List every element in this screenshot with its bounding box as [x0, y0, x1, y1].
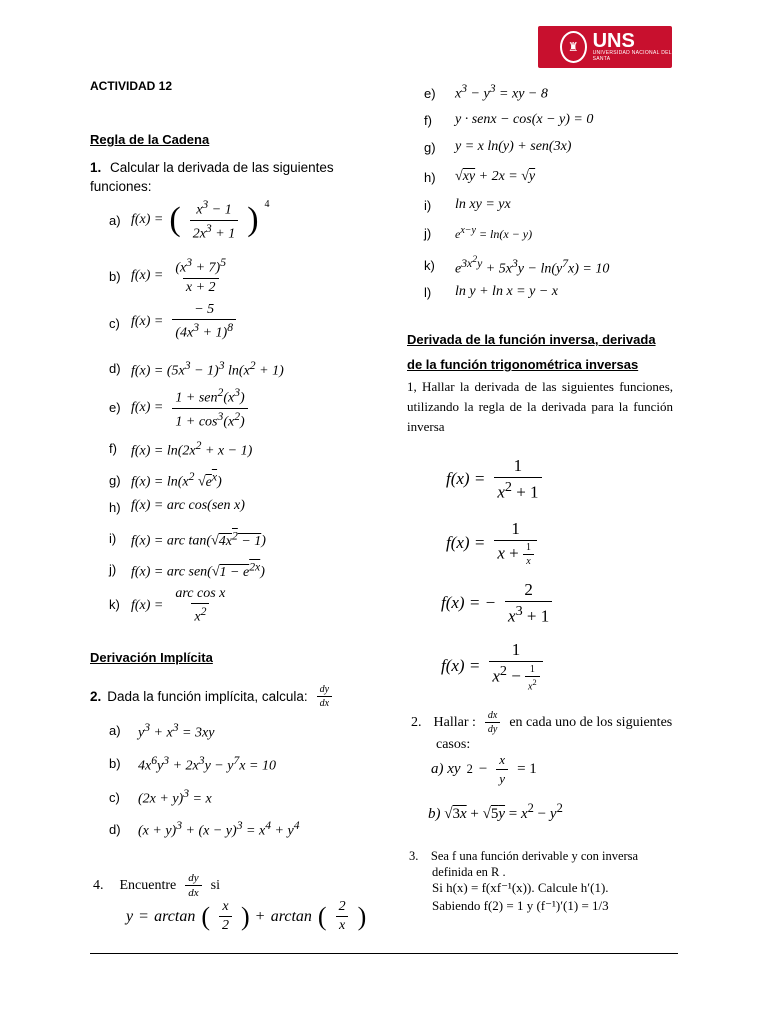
item-g2-label: g): [424, 140, 436, 155]
equation-k2: $e^{3x^2y} + 5x^3y - \ln(y^7x) = 10$: [455, 254, 610, 277]
item-2c-label: c): [109, 790, 120, 805]
question-2-number: 2.: [411, 714, 422, 730]
exercise-4-text: Encuentre: [119, 877, 177, 893]
exercise-1-number: 1.: [90, 160, 102, 175]
exercise-2-derivative: $\frac{dy}{dx}$: [317, 684, 332, 709]
item-k-label: k): [109, 597, 120, 612]
equation-h2: √xy + 2x = √y: [455, 169, 536, 184]
question-3-line4: Sabiendo f(2) = 1 y (f⁻¹)′(1) = 1/3: [432, 898, 609, 913]
exercise-2-statement: [90, 684, 335, 709]
question-3-line1: Sea f una función derivable y con inversa: [430, 849, 639, 863]
equation-1g: $f(x) = \ln(x^2$ $√e^x$): [131, 470, 222, 490]
exercise-1-statement: [90, 158, 362, 196]
equation-l2: ln y + ln x = y − x: [455, 284, 558, 299]
item-g-label: g): [109, 473, 121, 488]
exercise-2-text: Dada la función implícita, calcula:: [107, 689, 308, 704]
inverse-function-4: f(x) = 1 $x^2$ − $\frac{1}{x^2}$: [441, 640, 546, 692]
item-i-label: i): [109, 531, 117, 546]
equation-j2: $e^{x-y} = \ln(x - y)$: [455, 225, 533, 241]
item-2b-label: b): [109, 756, 121, 771]
logo-name: UNS: [592, 30, 635, 52]
section-heading-implicit: Derivación Implícita: [90, 650, 213, 665]
item-c-label: c): [109, 316, 120, 331]
equation-2c: $(2x + y)^3 = x$: [138, 787, 212, 807]
item-d-label: d): [109, 361, 121, 376]
question-2-derivative: $\frac{dx}{dy}$: [485, 710, 500, 735]
question-2a: a) xy 2 − $\frac{x}{y}$ = 1: [431, 752, 537, 786]
equation-2b: $4x^6y^3 + 2x^3y - y^7x = 10$: [138, 754, 276, 774]
equation-g2: y = x ln(y) + sen(3x): [455, 139, 572, 154]
item-i2-label: i): [424, 198, 432, 213]
equation-1d: $f(x) = (5x^3 - 1)^3$ $\ln(x^2 + 1)$: [131, 359, 284, 379]
item-a-label: a): [109, 213, 121, 228]
section-heading-chain-rule: Regla de la Cadena: [90, 132, 210, 147]
item-h2-label: h): [424, 170, 436, 185]
equation-f2: y · senx − cos(x − y) = 0: [455, 112, 594, 127]
section-heading-inverse-line2: de la función trigonométrica inversas: [407, 357, 639, 372]
exercise-4-statement: [93, 872, 220, 899]
question-3-number: 3.: [409, 849, 419, 863]
equation-4: y = arctan ( $\frac{x}{2}$ ) + arctan ( $\frac{2}{x}$ ): [126, 899, 367, 933]
equation-1b: f(x) = $\frac{(x^3 + 7)^5}{x + 2}$: [131, 256, 227, 295]
item-b-label: b): [109, 269, 121, 284]
question-2-tail2: casos:: [436, 737, 471, 752]
exercise-4-number: 4.: [93, 877, 104, 893]
equation-1i: f(x) = arc $\tan(√4x^2 - 1)$: [131, 529, 266, 549]
equation-1a: f(x) = ( $\frac{x^3 - 1}{2x^3 + 1}$ ) $^4$: [131, 198, 270, 242]
equation-i2: ln xy = yx: [455, 197, 511, 212]
exercise-4-derivative: $\frac{dy}{dx}$: [185, 872, 201, 899]
inverse-function-1: f(x) = $\frac{1}{x^2 + 1}$: [446, 456, 545, 503]
question-3: [409, 848, 638, 914]
university-seal-icon: ♜: [560, 31, 587, 63]
equation-1j: f(x) = arc $sen(√1 - e^{2x})$: [131, 560, 265, 580]
question-2b: b) $√3x + √5y = x^2 - y^2$: [428, 801, 563, 822]
equation-e2: $x^3 - y^3$ = xy − 8: [455, 82, 548, 102]
item-l2-label: l): [424, 285, 432, 300]
exercise-4-si: si: [210, 877, 220, 893]
inverse-function-2: f(x) = 1 x + $\frac{1}{x}$: [446, 519, 540, 567]
item-2d-label: d): [109, 822, 121, 837]
item-j-label: j): [109, 562, 117, 577]
question-3-line2: definida en R .: [432, 865, 506, 879]
exercise-2-number: 2.: [90, 689, 102, 704]
equation-1h: f(x) = arc cos(sen x): [131, 498, 245, 513]
inverse-function-3: f(x) = − $\frac{2}{x^3 + 1}$: [441, 580, 555, 627]
logo-subtitle: UNIVERSIDAD NACIONAL DEL SANTA: [592, 50, 672, 62]
item-h-label: h): [109, 500, 121, 515]
footer-divider: [90, 953, 678, 954]
uns-logo: [538, 26, 672, 68]
equation-1f: $f(x) = \ln(2x^2 + x - 1)$: [131, 439, 253, 459]
item-f2-label: f): [424, 113, 432, 128]
item-f-label: f): [109, 441, 117, 456]
equation-1e: f(x) = $\frac{1 + sen^2(x^3)}{1 + \cos^3(x^2)}$: [131, 386, 251, 430]
item-k2-label: k): [424, 258, 435, 273]
question-2-right: [411, 710, 672, 735]
equation-1c: f(x) = $\frac{- 5}{(4x^3 + 1)^8}$: [131, 302, 239, 342]
equation-2d: $(x + y)^3 + (x - y)^3 = x^4 + y^4$: [138, 819, 300, 839]
section-heading-inverse-line1: Derivada de la función inversa, derivada: [407, 332, 656, 347]
item-e-label: e): [109, 400, 121, 415]
equation-2a: $y^3 + x^3 = 3xy$: [138, 721, 215, 741]
item-e2-label: e): [424, 86, 436, 101]
item-2a-label: a): [109, 723, 121, 738]
question-2-tail: en cada uno de los siguientes: [509, 714, 673, 730]
page-title: ACTIVIDAD 12: [90, 79, 173, 93]
question-3-line3: Si h(x) = f(xf⁻¹(x)). Calcule h′(1).: [432, 880, 609, 895]
exercise-1-text: Calcular la derivada de las siguientes funciones:: [90, 160, 334, 194]
question-2-text: Hallar :: [433, 714, 476, 730]
item-j2-label: j): [424, 226, 432, 241]
inverse-intro-paragraph: 1, Hallar la derivada de las siguientes funciones, utilizando la regla de la derivada para la función inversa: [407, 379, 673, 434]
equation-1k: f(x) = $\frac{\text{arc cos x}}{x^2}$: [131, 586, 226, 625]
